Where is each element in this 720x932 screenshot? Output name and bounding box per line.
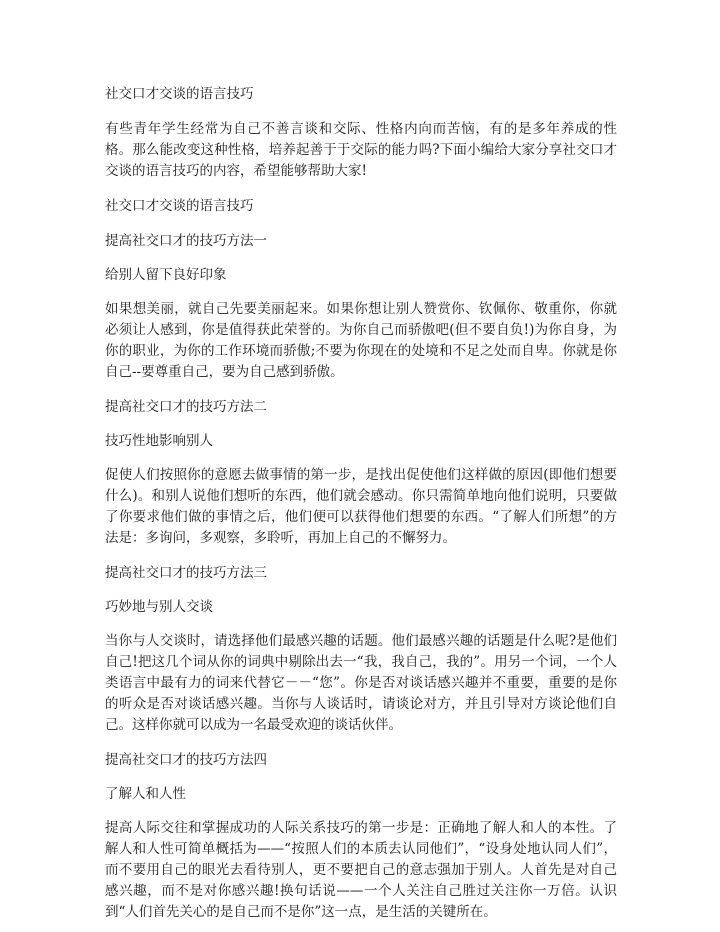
section-heading-4: 提高社交口才的技巧方法四 [105, 752, 267, 768]
section-body-3: 当你与人交谈时，请选择他们最感兴趣的话题。他们最感兴趣的话题是什么呢?是他们自己!把这几个词从你的词典中剔除出去一“我，我自己，我的”。用另一个词，一个人类语言中最有力的词来代替它－－“您”。你是否对谈话感兴趣并不重要，重要的是你的听众是否对谈话感兴趣。当你与人谈话时，请谈论对方，并且引导对方谈论他们自己。这样你就可以成为一名最受欢迎的谈话伙伴。 [105, 633, 617, 733]
section-body-2: 促使人们按照你的意愿去做事情的第一步，是找出促使他们这样做的原因(即他们想要什么)。和别人说他们想听的东西，他们就会感动。你只需简单地向他们说明，只要做了你要求他们做的事情之后，他们便可以获得他们想要的东西。“了解人们所想”的方法是：多询问，多观察，多聆听，再加上自己的不懈努力。 [105, 467, 617, 546]
section-subheading-4: 了解人和人性 [105, 786, 186, 802]
section-subheading-2: 技巧性地影响别人 [105, 433, 213, 449]
section-body-4: 提高人际交往和掌握成功的人际关系技巧的第一步是：正确地了解人和人的本性。了解人和人性可简单概括为——“按照人们的本质去认同他们”，“设身处地认同人们”，而不要用自己的眼光去看待别人，更不要把自己的意志强加于别人。人首先是对自己感兴趣，而不是对你感兴趣!换句话说——一个人关注自己胜过关注你一万倍。认识到“人们首先关心的是自己而不是你”这一点，是生活的关键所在。 [105, 820, 617, 920]
section-heading-1: 提高社交口才的技巧方法一 [105, 233, 267, 249]
intro-paragraph: 有些青年学生经常为自己不善言谈和交际、性格内向而苦恼，有的是多年养成的性格。那么能改变这种性格，培养起善于于交际的能力吗?下面小编给大家分享社交口才交谈的语言技巧的内容，希望能够帮助大家! [105, 121, 617, 179]
section-subheading-1: 给别人留下良好印象 [105, 267, 227, 283]
section-heading-3: 提高社交口才的技巧方法三 [105, 565, 267, 581]
section-subheading-3: 巧妙地与别人交谈 [105, 599, 213, 615]
section-body-1: 如果想美丽，就自己先要美丽起来。如果你想让别人赞赏你、钦佩你、敬重你，你就必须让人感到，你是值得获此荣誉的。为你自己而骄傲吧(但不要自负!)为你自身，为你的职业，为你的工作环境而骄傲;不要为你现在的处境和不足之处而自卑。你就是你自己--要尊重自己，要为自己感到骄傲。 [105, 301, 617, 380]
article [105, 84, 617, 923]
document-subtitle: 社交口才交谈的语言技巧 [105, 198, 254, 214]
section-heading-2: 提高社交口才的技巧方法二 [105, 399, 267, 415]
document-title: 社交口才交谈的语言技巧 [105, 86, 254, 102]
